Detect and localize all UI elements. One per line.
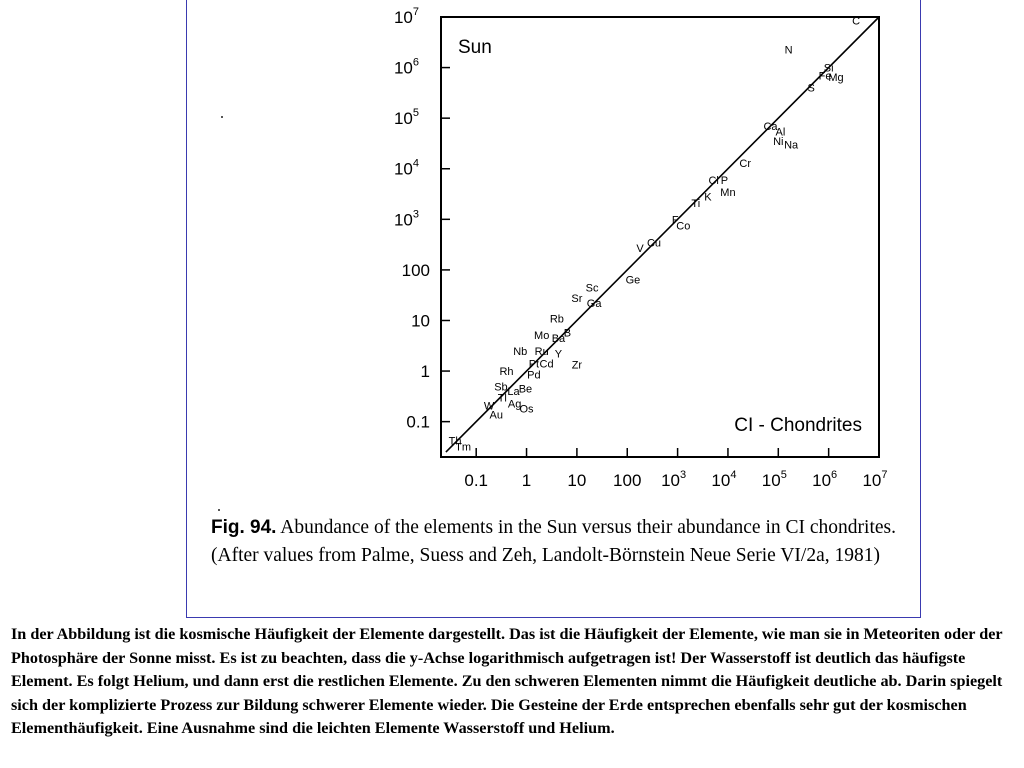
y-panel-label: Sun: [458, 37, 492, 58]
element-label-f: F: [671, 214, 679, 227]
element-label-ag: Ag: [507, 398, 522, 411]
element-label-sb: Sb: [494, 381, 508, 394]
element-label-be: Be: [518, 383, 533, 396]
element-label-au: Au: [489, 409, 503, 422]
element-label-p: P: [720, 174, 729, 187]
y-tick-label: $10^3$: [393, 208, 419, 230]
element-label-k: K: [704, 191, 712, 204]
element-label-fe: Fe: [818, 70, 832, 83]
x-panel-label: CI - Chondrites: [734, 415, 862, 436]
element-label-pt: Pt: [528, 358, 540, 371]
element-label-cr: Cr: [739, 157, 751, 170]
element-label-ti: Ti: [691, 198, 701, 211]
element-label-ni: Ni: [773, 136, 784, 149]
element-label-cl: Cl: [708, 174, 719, 187]
element-label-cd: Cd: [539, 358, 554, 371]
element-label-tl: Tl: [497, 392, 507, 405]
x-tick-label: 1: [521, 471, 532, 490]
element-label-ge: Ge: [625, 274, 641, 287]
y-tick-label: 0.1: [406, 412, 430, 432]
element-label-n: N: [784, 44, 793, 57]
y-tick-label: $10^5$: [393, 107, 419, 129]
y-tick-label: $10^6$: [393, 56, 419, 78]
y-tick-label: $10^4$: [393, 157, 419, 179]
y-tick-label: $10^7$: [393, 6, 419, 27]
element-label-y: Y: [554, 348, 563, 361]
element-label-mn: Mn: [720, 186, 736, 199]
element-label-rb: Rb: [549, 313, 564, 326]
x-tick-label: $10^3$: [661, 469, 687, 490]
element-label-tm: Tm: [455, 441, 472, 454]
element-label-v: V: [636, 243, 644, 256]
element-label-c: C: [852, 15, 861, 28]
element-label-os: Os: [519, 403, 534, 416]
element-label-sr: Sr: [571, 292, 583, 305]
element-label-ba: Ba: [551, 333, 566, 346]
scan-speck: [218, 509, 220, 511]
x-tick-label: 0.1: [464, 471, 489, 490]
x-tick-label: 100: [613, 471, 642, 490]
x-tick-label: $10^7$: [862, 469, 888, 490]
element-label-al: Al: [775, 126, 786, 139]
element-label-pd: Pd: [527, 369, 541, 382]
element-label-cu: Cu: [646, 237, 662, 250]
caption-text: Abundance of the elements in the Sun versus their abundance in CI chondrites. (After values from Palme, Suess and Zeh, Landolt-Börnstein Neue Serie VI/2a, 1981): [211, 517, 896, 566]
element-label-sc: Sc: [585, 282, 599, 295]
element-label-rh: Rh: [499, 366, 514, 379]
y-tick-label: 1: [420, 362, 430, 382]
element-label-b: B: [563, 327, 572, 340]
element-label-s: S: [807, 82, 815, 95]
x-tick-label: $10^5$: [761, 469, 787, 490]
element-label-na: Na: [784, 139, 799, 152]
element-label-th: Th: [448, 435, 462, 448]
figure-label: Fig. 94.: [211, 517, 277, 538]
description-paragraph: In der Abbildung ist die kosmische Häufigkeit der Elemente dargestellt. Das ist die Häufigkeit der Elemente, wie man sie in Meteoriten oder der Photosphäre der Sonne misst. Es ist zu beachten, dass die y-Achse logarithmisch aufgetragen ist! Der Wasserstoff ist deutlich das häufigste Element. Es folgt Helium, und dann erst die restlichen Elemente. Zu den schweren Elementen nimmt die Häufigkeit deutliche ab. Darin spiegelt sich der komplizierte Prozess zur Bildung schwerer Elemente wieder. Die Gesteine der Erde entsprechen ebenfalls sehr gut der kosmischen Elementhäufigkeit. Eine Ausnahme sind die leichten Elemente Wasserstoff und Helium.: [11, 625, 1003, 737]
element-label-mo: Mo: [534, 329, 550, 342]
element-label-zr: Zr: [571, 359, 583, 372]
x-tick-label: $10^6$: [812, 469, 838, 490]
element-label-ru: Ru: [534, 345, 549, 358]
figure-caption: [211, 514, 911, 570]
y-tick-label: 10: [411, 311, 430, 331]
element-label-ca: Ca: [763, 120, 778, 133]
x-tick-label: 10: [567, 471, 587, 490]
y-tick-label: 100: [401, 260, 430, 280]
element-label-mg: Mg: [828, 72, 844, 85]
element-label-co: Co: [676, 220, 691, 233]
element-label-w: W: [483, 400, 495, 413]
element-label-nb: Nb: [513, 345, 528, 358]
element-label-ga: Ga: [586, 298, 602, 311]
element-label-si: Si: [823, 62, 834, 75]
x-tick-label: $10^4$: [711, 469, 737, 490]
element-label-la: La: [507, 386, 520, 399]
scan-speck: [221, 116, 223, 118]
